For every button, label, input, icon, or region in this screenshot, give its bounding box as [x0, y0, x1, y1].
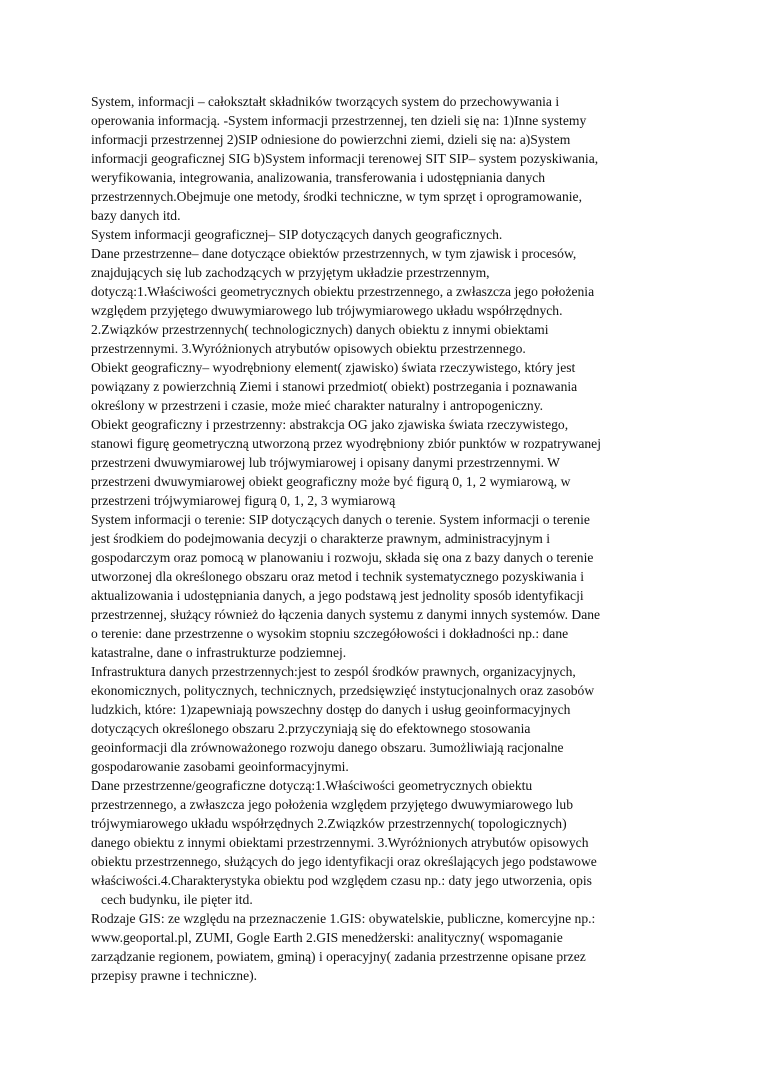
- text-line: Dane przestrzenne– dane dotyczące obiektów przestrzennych, w tym zjawisk i procesów,: [91, 246, 577, 261]
- text-line: określony w przestrzeni i czasie, może mieć charakter naturalny i antropogeniczny.: [91, 398, 544, 413]
- text-line: przestrzennymi. 3.Wyróżnionych atrybutów opisowych obiektu przestrzennego.: [91, 341, 526, 356]
- text-line: utworzonej dla określonego obszaru oraz metod i technik systematycznego pozyskiwania i: [91, 569, 584, 584]
- text-line: informacji przestrzennej 2)SIP odniesione do powierzchni ziemi, dzieli się na: a)System: [91, 132, 571, 147]
- text-line: Infrastruktura danych przestrzennych:jest to zespól środków prawnych, organizacyjnych,: [91, 664, 576, 679]
- text-line: bazy danych itd.: [91, 208, 181, 223]
- text-line: ekonomicznych, politycznych, technicznych, przedsięwzięć instytucjonalnych oraz zasobów: [91, 683, 595, 698]
- text-line: jest środkiem do podejmowania decyzji o charakterze prawnym, administracyjnym i: [91, 531, 551, 546]
- text-line: ludzkich, które: 1)zapewniają powszechny dostęp do danych i usług geoinformacyjnych: [91, 702, 571, 717]
- text-line: operowania informacją. -System informacji przestrzennej, ten dzieli się na: 1)Inne systemy: [91, 113, 587, 128]
- text-line: przestrzennych.Obejmuje one metody, środki techniczne, w tym sprzęt i oprogramowanie,: [91, 189, 582, 204]
- text-line: 2.Związków przestrzennych( technologicznych) danych obiektu z innymi obiektami: [91, 322, 549, 337]
- text-line: przepisy prawne i techniczne).: [91, 968, 258, 983]
- text-line: trójwymiarowego układu współrzędnych 2.Związków przestrzennych( topologicznych): [91, 816, 567, 831]
- text-line: gospodarowanie zasobami geoinformacyjnymi.: [91, 759, 349, 774]
- text-line: dotyczących określonego obszaru 2.przyczyniają się do efektownego stosowania: [91, 721, 531, 736]
- text-line: przestrzennego, a zwłaszcza jego położenia względem przyjętego dwuwymiarowego lub: [91, 797, 574, 812]
- text-line: powiązany z powierzchnią Ziemi i stanowi przedmiot( obiekt) postrzegania i poznawania: [91, 379, 578, 394]
- text-line: System, informacji – całokształt składników tworzących system do przechowywania i: [91, 94, 560, 109]
- text-line: Rodzaje GIS: ze względu na przeznaczenie 1.GIS: obywatelskie, publiczne, komercyjne np.:: [91, 911, 596, 926]
- text-line: właściwości.4.Charakterystyka obiektu pod względem czasu np.: daty jego utworzenia, opis: [91, 873, 592, 888]
- text-line: System informacji geograficznej– SIP dotyczących danych geograficznych.: [91, 227, 503, 242]
- text-line: System informacji o terenie: SIP dotyczących danych o terenie. System informacji o terenie: [91, 512, 590, 527]
- document-body: [91, 92, 691, 985]
- text-line: dotyczą:1.Właściwości geometrycznych obiektu przestrzennego, a zwłaszcza jego położenia: [91, 284, 595, 299]
- text-line: weryfikowania, integrowania, analizowania, transferowania i udostępniania danych: [91, 170, 546, 185]
- text-line: przestrzeni dwuwymiarowej lub trójwymiarowej i opisany danymi przestrzennymi. W: [91, 455, 560, 470]
- text-line: Obiekt geograficzny– wyodrębniony element( zjawisko) świata rzeczywistego, który jest: [91, 360, 576, 375]
- text-line: www.geoportal.pl, ZUMI, Gogle Earth 2.GIS menedżerski: analityczny( wspomaganie: [91, 930, 563, 945]
- text-line: gospodarczym oraz pomocą w planowaniu i rozwoju, składa się ona z bazy danych o terenie: [91, 550, 594, 565]
- text-line: przestrzennej, służący również do łączenia danych systemu z danymi innych systemów. Dane: [91, 607, 601, 622]
- text-line: cech budynku, ile pięter itd.: [101, 892, 253, 907]
- text-line: względem przyjętego dwuwymiarowego lub trójwymiarowego układu współrzędnych.: [91, 303, 563, 318]
- text-line: Obiekt geograficzny i przestrzenny: abstrakcja OG jako zjawiska świata rzeczywistego,: [91, 417, 569, 432]
- text-line: znajdujących się lub zachodzących w przyjętym układzie przestrzennym,: [91, 265, 490, 280]
- text-line: danego obiektu z innymi obiektami przestrzennymi. 3.Wyróżnionych atrybutów opisowych: [91, 835, 589, 850]
- text-line: stanowi figurę geometryczną utworzoną przez wyodrębniony zbiór punktów w rozpatrywanej: [91, 436, 601, 451]
- text-line: przestrzeni trójwymiarowej figurą 0, 1, 2, 3 wymiarową: [91, 493, 396, 508]
- text-line: aktualizowania i udostępniania danych, a jego podstawą jest jednolity sposób identyfikacji: [91, 588, 584, 603]
- text-line: katastralne, dane o infrastrukturze podziemnej.: [91, 645, 347, 660]
- text-line: zarządzanie regionem, powiatem, gminą) i operacyjny( zadania przestrzenne opisane przez: [91, 949, 586, 964]
- text-line: o terenie: dane przestrzenne o wysokim stopniu szczegółowości i dokładności np.: dane: [91, 626, 569, 641]
- text-line: informacji geograficznej SIG b)System informacji terenowej SIT SIP– system pozyskiwania,: [91, 151, 599, 166]
- text-line: Dane przestrzenne/geograficzne dotyczą:1.Właściwości geometrycznych obiektu: [91, 778, 533, 793]
- text-line: przestrzeni dwuwymiarowej obiekt geograficzny może być figurą 0, 1, 2 wymiarową, w: [91, 474, 571, 489]
- text-line: geoinformacji dla zrównoważonego rozwoju danego obszaru. 3umożliwiają racjonalne: [91, 740, 564, 755]
- text-line: obiektu przestrzennego, służących do jego identyfikacji oraz określających jego podstawowe: [91, 854, 597, 869]
